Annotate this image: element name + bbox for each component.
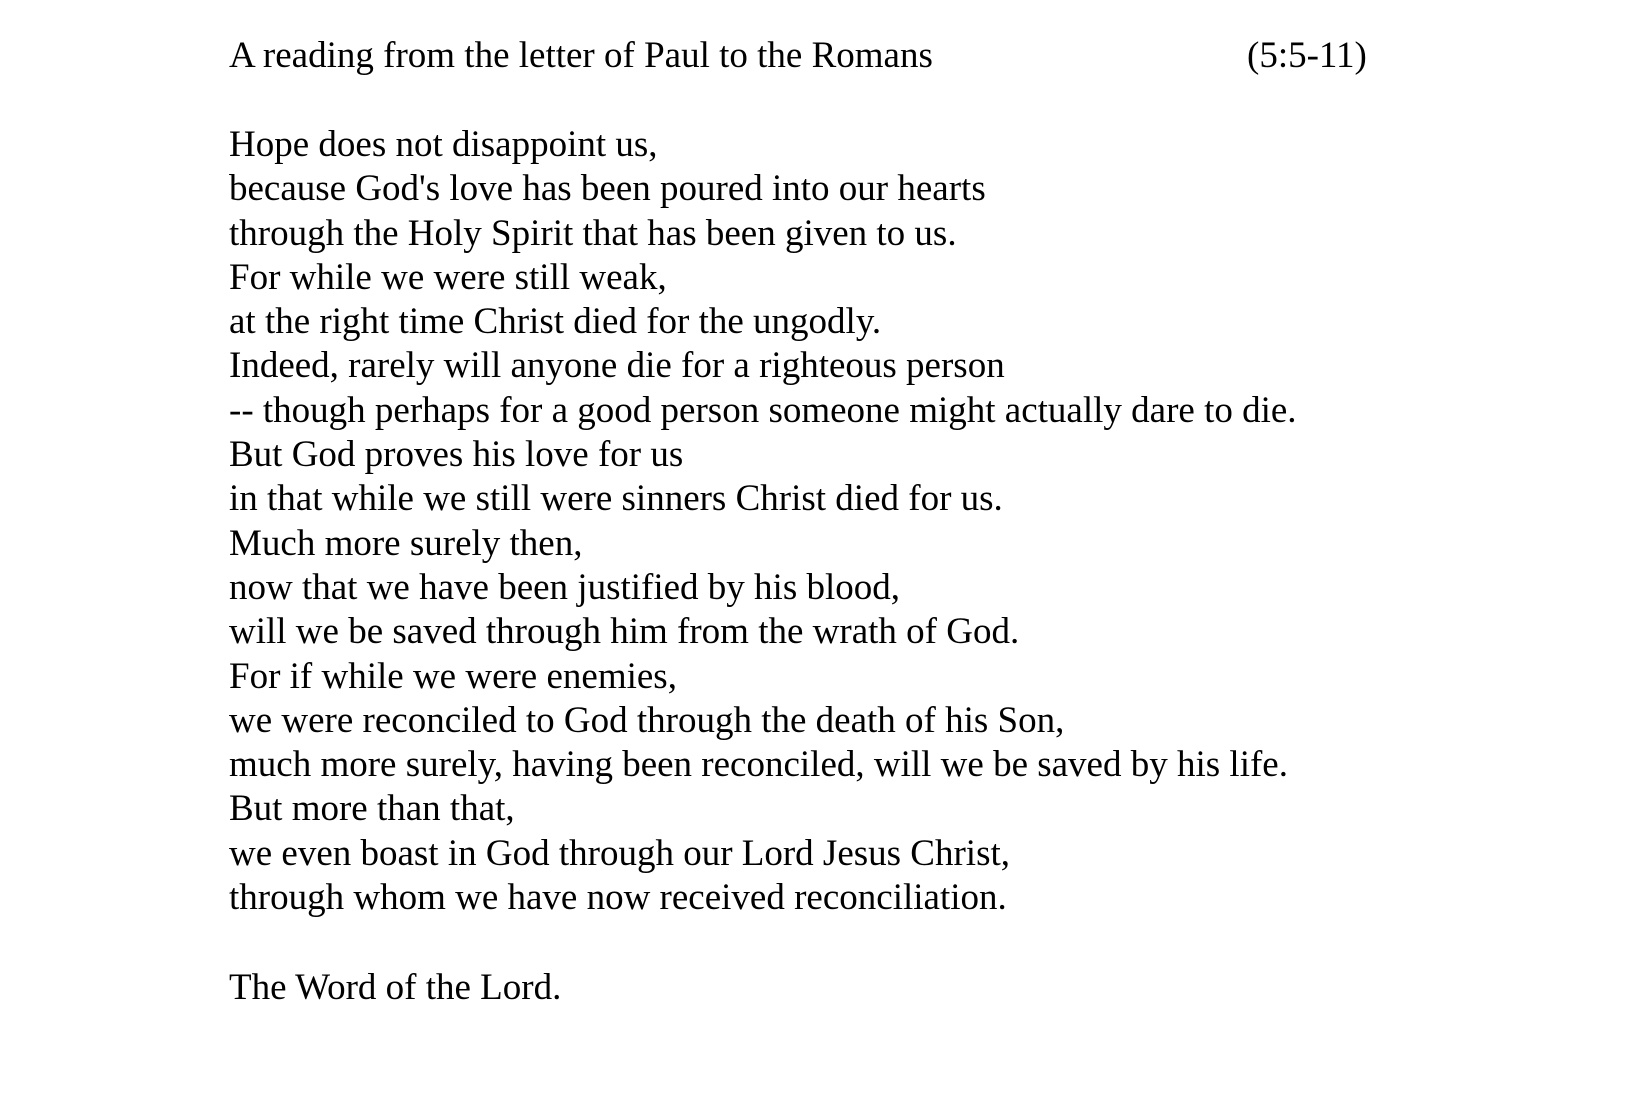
reading-line: Indeed, rarely will anyone die for a righteous person <box>229 345 1005 387</box>
reading-line: in that while we still were sinners Christ died for us. <box>229 478 1003 520</box>
reading-body <box>229 123 1297 920</box>
reading-line: because God's love has been poured into our hearts <box>229 168 986 210</box>
reading-line: Hope does not disappoint us, <box>229 124 658 165</box>
closing-acclamation: The Word of the Lord. <box>229 967 562 1008</box>
reading-line: But God proves his love for us <box>229 434 684 476</box>
reading-line: much more surely, having been reconciled, will we be saved by his life. <box>229 744 1288 786</box>
reading-line: will we be saved through him from the wrath of God. <box>229 611 1020 653</box>
reading-line: we even boast in God through our Lord Jesus Christ, <box>229 832 1011 874</box>
reading-line: now that we have been justified by his blood, <box>229 566 901 608</box>
reading-line: For if while we were enemies, <box>229 655 677 697</box>
reading-line: For while we were still weak, <box>229 256 667 298</box>
reading-line: -- though perhaps for a good person someone might actually dare to die. <box>229 389 1297 431</box>
reading-title: A reading from the letter of Paul to the Romans <box>229 35 933 76</box>
reading-line: through the Holy Spirit that has been given to us. <box>229 212 957 254</box>
reading-line: through whom we have now received reconciliation. <box>229 877 1007 919</box>
reading-line: But more than that, <box>229 788 515 830</box>
reading-line: Much more surely then, <box>229 522 583 564</box>
scripture-reference: (5:5-11) <box>1247 35 1367 76</box>
reading-line: we were reconciled to God through the death of his Son, <box>229 699 1065 741</box>
reading-line: at the right time Christ died for the ungodly. <box>229 301 882 343</box>
